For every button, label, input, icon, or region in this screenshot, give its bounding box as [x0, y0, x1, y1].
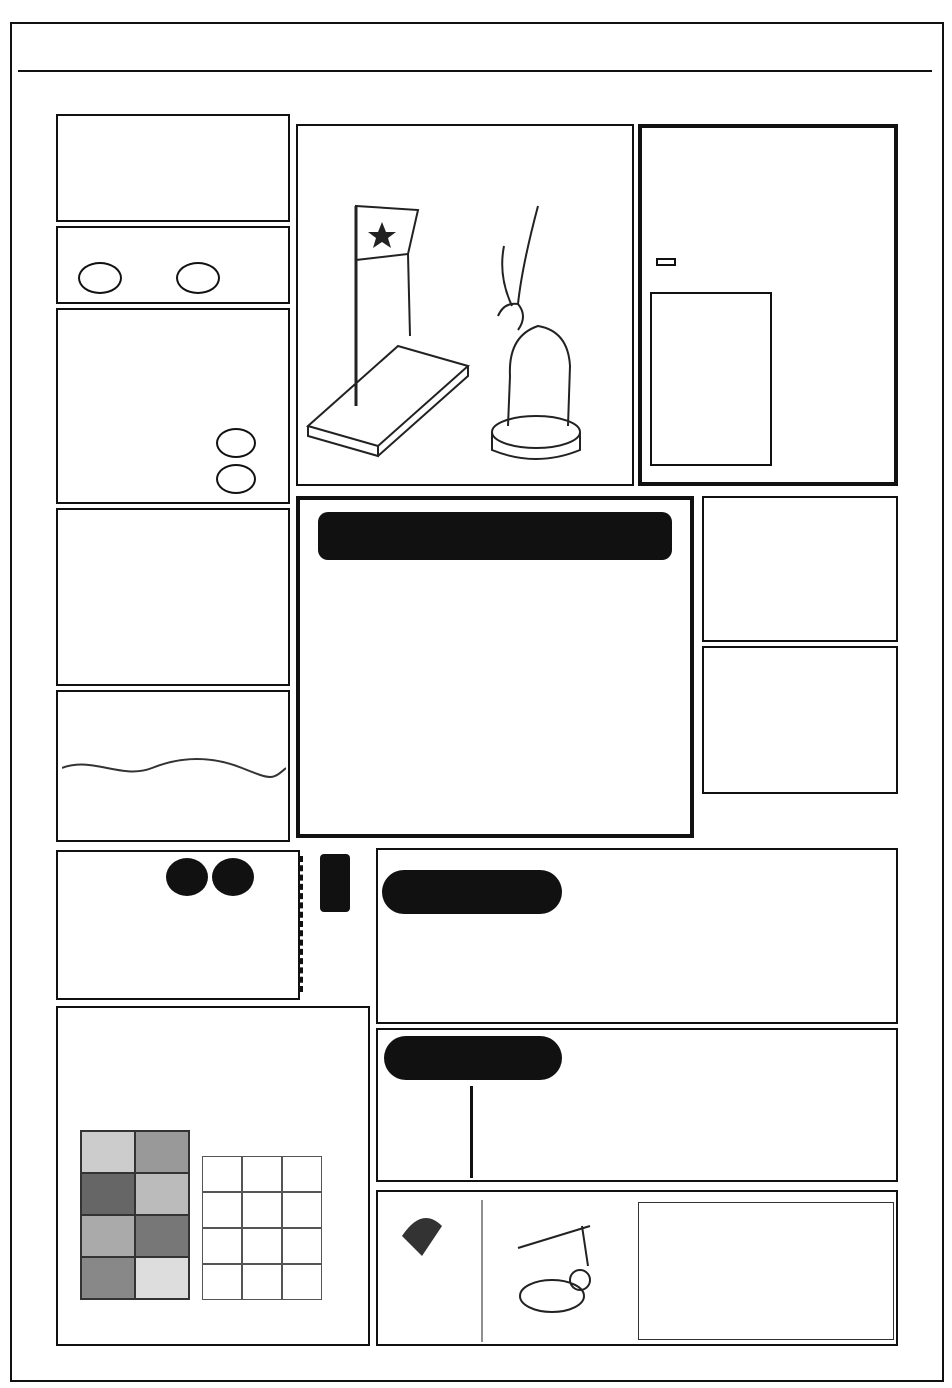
picture-panel: [296, 124, 634, 486]
congrats-title-c: [212, 858, 254, 896]
special-open-panel: [376, 1028, 898, 1182]
top-strip: [18, 80, 934, 108]
special-number-1: [216, 428, 256, 458]
lucky-panel: [56, 508, 290, 686]
riddle-drawing: [382, 1196, 644, 1342]
computer-numbers: [328, 592, 668, 634]
special-open-banner: [384, 1036, 562, 1080]
left-strip: [16, 100, 42, 1298]
flag-deer-drawing: [298, 126, 632, 484]
door-table-panel: [56, 114, 290, 222]
contribution-panel: [56, 690, 290, 842]
zodiac-key-grid: [202, 1156, 322, 1300]
contribution-wave: [62, 754, 286, 784]
special-panel: [56, 308, 290, 504]
computer-panel: [296, 496, 694, 838]
special-number-2: [216, 464, 256, 494]
right-strip: [910, 100, 936, 1298]
header-rule: [18, 70, 932, 72]
congrats-panel: [56, 850, 300, 1000]
year-stats-panel-2: [702, 646, 898, 794]
congrats-title-b: [166, 858, 208, 896]
congrats-side: [300, 850, 370, 1000]
xuanji-tag: [656, 258, 676, 266]
xuanji-scroll: [650, 292, 772, 466]
riddle-panel: [376, 1190, 898, 1346]
xuanji-poem: [652, 294, 770, 342]
congrats-side-tag: [320, 854, 350, 912]
dotted-line: [300, 856, 303, 992]
xuanji-panel: [638, 124, 898, 486]
hotcold-panel: [56, 226, 290, 304]
year-stats-panel-1: [702, 496, 898, 642]
hotcold-number-2: [176, 262, 220, 294]
total-panel: [376, 848, 898, 1024]
hotcold-number-1: [78, 262, 122, 294]
zodiac-picture-grid: [80, 1130, 190, 1300]
special-open-divider: [470, 1086, 473, 1178]
riddle-box: [638, 1202, 894, 1340]
computer-title: [318, 512, 672, 560]
zodiac-panel: [56, 1006, 370, 1346]
total-banner: [382, 870, 562, 914]
